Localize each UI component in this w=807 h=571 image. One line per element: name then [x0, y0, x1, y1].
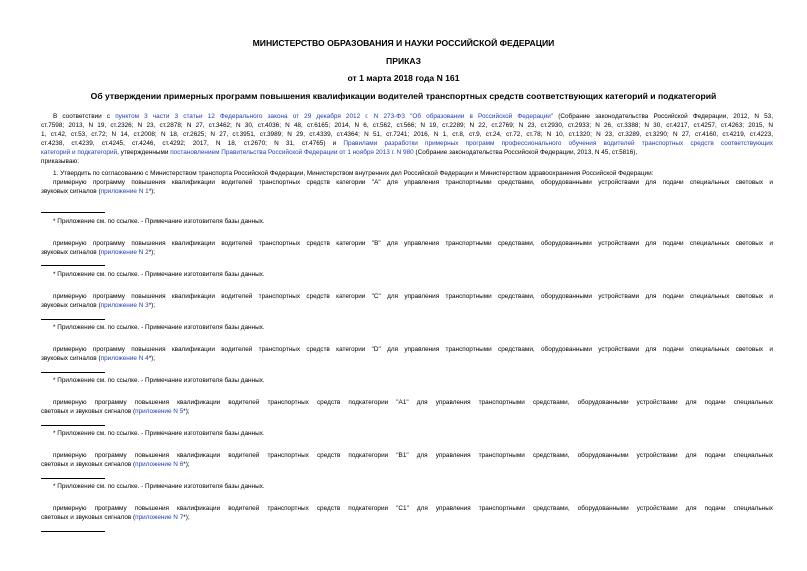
appendix-link[interactable]: приложение N 7 — [135, 514, 184, 521]
preamble-order-word: приказываю: — [41, 158, 79, 165]
footnote: * Приложение см. по ссылке. - Примечание изготовителя базы данных. — [53, 324, 265, 331]
footnote-divider — [41, 319, 105, 320]
footnote-divider — [41, 372, 105, 373]
appendix-link[interactable]: приложение N 6 — [135, 461, 184, 468]
appendix-link[interactable]: приложение N 1 — [100, 188, 149, 195]
appendix-link[interactable]: приложение N 3 — [100, 302, 149, 309]
footnote-divider — [41, 425, 105, 426]
footnote: * Приложение см. по ссылке. - Примечание изготовителя базы данных. — [53, 271, 265, 278]
law-link[interactable]: пунктом 3 части 3 статьи 12 Федерального закона от 29 декабря 2012 г. N 273-ФЗ "Об образовании в Российской Федерации" — [115, 113, 554, 120]
appendix-link[interactable]: приложение N 5 — [135, 408, 184, 415]
program-line: световых и звуковых сигналов (приложение N 6*); — [41, 461, 190, 468]
program-line: примерную программу повышения квалификации водителей транспортных средств подкатегории "C1" для управления транспортными средствами, оборудованными устройствами для подачи специальных — [53, 505, 773, 512]
program-line: примерную программу повышения квалификации водителей транспортных средств категории "C" для управления транспортными средствами, оборудованными устройствами для подачи специальных световых и — [53, 293, 773, 300]
preamble-line: ст.4238, ст.4239, ст.4245, ст.4246, ст.4292; 2017, N 18, ст.2670; N 31, ст.4765) и Правилами разработки примерных программ профессионального обучения водителей транспортных средств соответствующих — [41, 140, 773, 147]
program-line: звуковых сигналов (приложение N 3*); — [41, 302, 156, 309]
document-date: от 1 марта 2018 года N 161 — [347, 73, 460, 83]
program-line: примерную программу повышения квалификации водителей транспортных средств категории "A" для управления транспортными средствами, оборудованными устройствами для подачи специальных световых и — [53, 179, 773, 186]
appendix-link[interactable]: приложение N 4 — [100, 355, 149, 362]
footnote-divider — [41, 478, 105, 479]
preamble-line: ст.7598; 2013, N 19, ст.2326; N 23, ст.2878; N 27, ст.3462; N 30, ст.4036; N 48, ст.6165; 2014, N 6, ст.562, ст.566; N 19, ст.2289; N 22, ст.2769; N 23, ст.2930, ст.2933; N 26, ст.3388; N 30, ст.4217, ст.4257, ст.4263; 2015, N — [41, 122, 773, 129]
preamble-line: В соответствии с пунктом 3 части 3 статьи 12 Федерального закона от 29 декабря 2012 г. N 273-ФЗ "Об образовании в Российской Федерации" (Собрание законодательства Российской Федерации, 2012, N 53, — [53, 113, 773, 120]
program-line: примерную программу повышения квалификации водителей транспортных средств категории "B" для управления транспортными средствами, оборудованными устройствами для подачи специальных световых и — [53, 240, 773, 247]
program-line: световых и звуковых сигналов (приложение N 5*); — [41, 408, 190, 415]
appendix-link[interactable]: приложение N 2 — [100, 249, 149, 256]
clause-1: 1. Утвердить по согласованию с Министерством транспорта Российской Федерации, Министерством внутренних дел Российской Федерации и Министерством здравоохранения Российской Федерации: — [53, 170, 654, 177]
program-line: примерную программу повышения квалификации водителей транспортных средств подкатегории "B1" для управления транспортными средствами, оборудованными устройствами для подачи специальных — [53, 452, 773, 459]
footnote: * Приложение см. по ссылке. - Примечание изготовителя базы данных. — [53, 430, 265, 437]
program-line: звуковых сигналов (приложение N 1*); — [41, 188, 156, 195]
ministry-heading: МИНИСТЕРСТВО ОБРАЗОВАНИЯ И НАУКИ РОССИЙСКОЙ ФЕДЕРАЦИИ — [252, 38, 555, 48]
program-line: звуковых сигналов (приложение N 4*); — [41, 355, 156, 362]
rules-link-cont[interactable]: категорий и подкатегорий — [41, 149, 118, 156]
footnote-divider — [41, 265, 105, 266]
footnote: * Приложение см. по ссылке. - Примечание изготовителя базы данных. — [53, 377, 265, 384]
footnote-divider — [41, 212, 105, 213]
document-type: ПРИКАЗ — [386, 56, 421, 66]
program-line: примерную программу повышения квалификации водителей транспортных средств категории "D" для управления транспортными средствами, оборудованными устройствами для подачи специальных световых и — [53, 346, 773, 353]
footnote: * Приложение см. по ссылке. - Примечание изготовителя базы данных. — [53, 218, 265, 225]
program-line: световых и звуковых сигналов (приложение N 7*); — [41, 514, 190, 521]
program-line: примерную программу повышения квалификации водителей транспортных средств подкатегории "A1" для управления транспортными средствами, оборудованными устройствами для подачи специальных — [53, 399, 773, 406]
footnote-divider — [41, 531, 105, 532]
preamble-line: категорий и подкатегорий, утвержденными постановлением Правительства Российской Федерации от 1 ноября 2013 г. N 980 (Собрание законодательства Российской Федерации, 2013, N 45, ст.5816), — [41, 149, 638, 156]
footnote: * Приложение см. по ссылке. - Примечание изготовителя базы данных. — [53, 483, 265, 490]
document-title: Об утверждении примерных программ повышения квалификации водителей транспортных средств соответствующих категорий и подкатегорий — [90, 91, 717, 101]
program-line: звуковых сигналов (приложение N 2*); — [41, 249, 156, 256]
resolution-link[interactable]: постановлением Правительства Российской Федерации от 1 ноября 2013 г. N 980 — [170, 149, 414, 156]
rules-link[interactable]: Правилами разработки примерных программ профессионального обучения водителей транспортных средств соответствующих — [343, 140, 773, 147]
preamble-line: 1, ст.42, ст.53, ст.72; N 14, ст.2008; N 18, ст.2625; N 27, ст.3951, ст.3989; N 29, ст.4339, ст.4364; N 51, ст.7241; 2016, N 1, ст.8, ст.9, ст.24, ст.72, ст.78; N 10, ст.1320; N 23, ст.3289, ст.3290; N 27, ст.4160, ст.4219, ст.4223, — [41, 131, 773, 138]
